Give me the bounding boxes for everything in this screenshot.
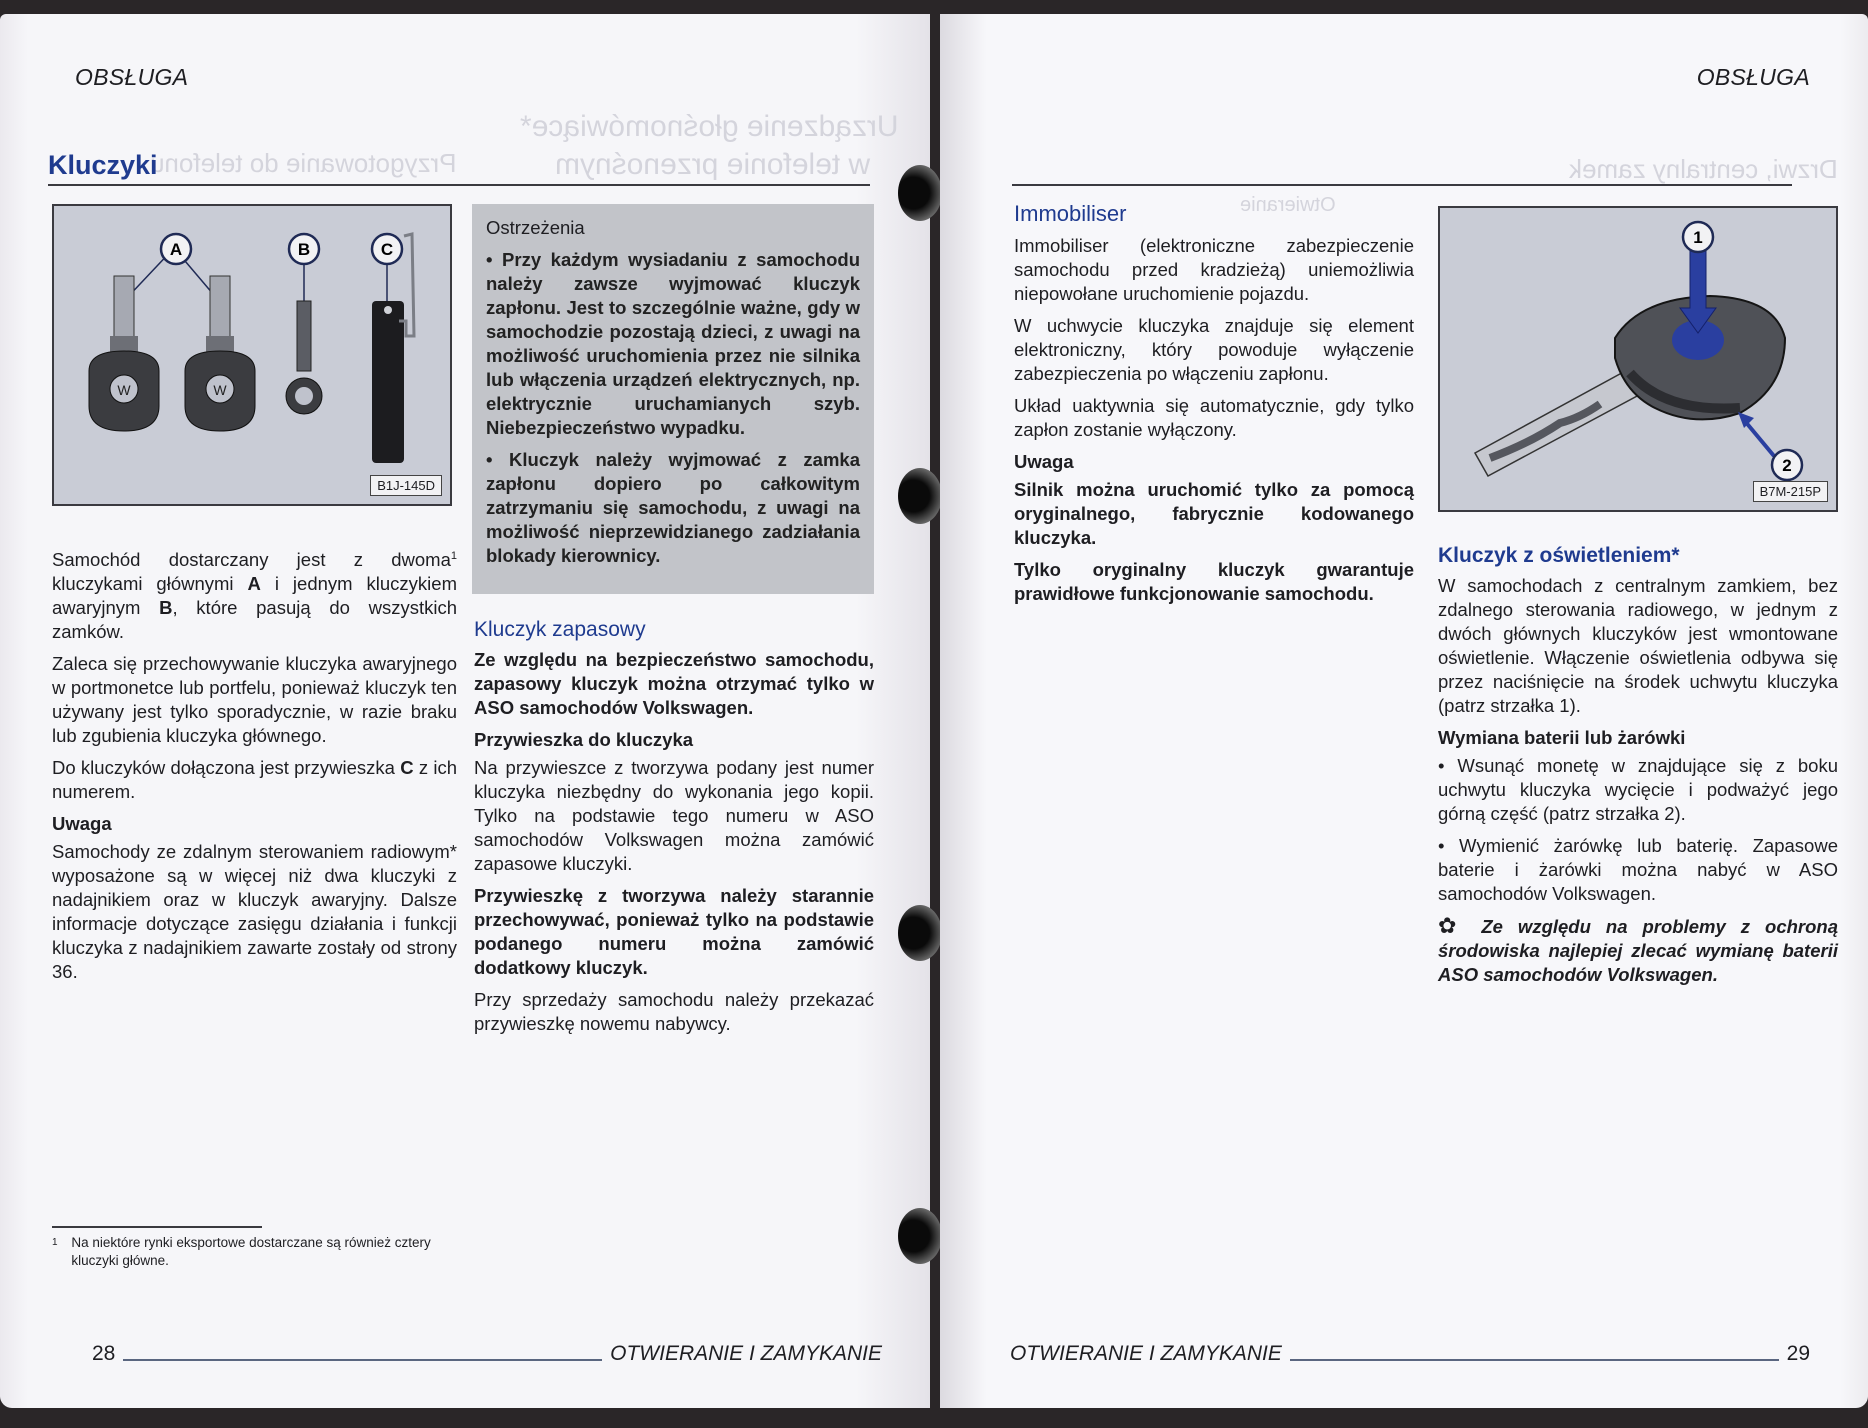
page-footer-right	[1010, 1342, 1810, 1366]
bleed-through-text: Drzwi, centralny zamek	[1569, 154, 1838, 184]
bleed-through-text: Otwieranie	[1240, 194, 1336, 216]
svg-text:W: W	[213, 382, 227, 398]
warning-box	[472, 204, 874, 594]
bleed-through-text: w telefonie przenośnym	[555, 148, 871, 181]
warning-item: • Kluczyk należy wyjmować z zamka zapłonu dopiero po całkowitym zatrzymaniu się samochodu, z uwagi na możliwość nieprzewidzianego zadziałania blokady kierownicy.	[486, 449, 860, 566]
left-page	[0, 14, 930, 1408]
svg-text:1: 1	[1693, 228, 1703, 247]
immobiliser-title: Immobiliser	[1014, 201, 1127, 226]
bleed-through-text: Przygotowanie do telefonu	[150, 148, 457, 178]
section-title-kluczyki: Kluczyki	[48, 150, 158, 180]
spare-key-paragraph: Ze względu na bezpieczeństwo samochodu, zapasowy kluczyk można otrzymać tylko w ASO samochodów Volkswagen.	[474, 649, 874, 718]
lit-key-title: Kluczyk z oświetleniem*	[1438, 544, 1680, 567]
tag-info-paragraph: Na przywieszce z tworzywa podany jest numer kluczyka niezbędny do wykonania jego kopii. Tylko na podstawie tego numeru w ASO samochodów Volkswagen można zamówić zapasowe kluczyki.	[474, 757, 874, 874]
footer-rule	[123, 1359, 602, 1361]
chapter-name: OTWIERANIE I ZAMYKANIE	[1010, 1342, 1282, 1365]
header-rule	[1012, 184, 1792, 186]
spare-key-title: Kluczyk zapasowy	[474, 618, 646, 641]
right-column-text	[474, 618, 874, 1044]
immobiliser-note: Silnik można uruchomić tylko za pomocą oryginalnego, fabrycznie kodowanego kluczyka.	[1014, 479, 1414, 548]
intro-paragraph: Samochód dostarczany jest z dwoma$^1$ kluczykami głównymi A i jednym kluczykiem awaryjnym B, które pasują do wszystkich zamków.	[52, 549, 457, 643]
page-number: 29	[1786, 1342, 1810, 1365]
tag-paragraph: Do kluczyków dołączona jest przywieszka C z ich numerem.	[52, 757, 458, 803]
lit-key-paragraph: W samochodach z centralnym zamkiem, bez zdalnego sterowania radiowego, w jednym z dwóch głównych kluczyków jest wmontowane oświetlenie. Włączenie oświetlenia odbywa się przez naciśnięcie na środek uchwytu kluczyka (patrz strzałka 1).	[1438, 575, 1838, 716]
binder-hole	[898, 165, 942, 221]
immobiliser-paragraph: Układ uaktywnia się automatycznie, gdy tylko zapłon zostanie wyłączony.	[1014, 395, 1414, 440]
warning-item: • Przy każdym wysiadaniu z samochodu należy zawsze wyjmować kluczyk zapłonu. Jest to szczególnie ważne, gdy w samochodzie pozostają dzieci, z uwagi na możliwość uruchomienia przez nie silnika lub włączenia urządzeń elektrycznych, np. elektrycznie uruchamianych szyb. Niebezpieczeństwo wypadku.	[486, 249, 860, 438]
chapter-name: OTWIERANIE I ZAMYKANIE	[610, 1342, 882, 1365]
running-head-left: OBSŁUGA	[75, 64, 189, 90]
note-heading: Uwaga	[52, 813, 112, 835]
warning-title: Ostrzeżenia	[486, 217, 585, 238]
right-page	[940, 14, 1868, 1408]
note-heading: Uwaga	[1014, 451, 1074, 472]
lit-key-figure	[1438, 206, 1838, 512]
environment-icon: ✿	[1438, 913, 1467, 938]
storage-paragraph: Zaleca się przechowywanie kluczyka awaryjnego w portmonetce lub portfelu, ponieważ kluczyk ten używany jest tylko sporadycznie, w razie braku lub zgubienia kluczyka głównego.	[52, 653, 457, 747]
eco-note: ✿ Ze względu na problemy z ochroną środowiska najlepiej zlecać wymianę baterii ASO samochodów Volkswagen.	[1438, 913, 1839, 985]
callout-a-label: A	[169, 240, 183, 259]
footer-rule	[1290, 1359, 1779, 1361]
battery-step: • Wymienić żarówkę lub baterię. Zapasowe baterie i żarówki można nabyć w ASO samochodów Volkswagen.	[1438, 835, 1838, 904]
page-footer-left	[92, 1342, 882, 1366]
svg-text:B: B	[297, 240, 311, 259]
callout-a	[159, 232, 193, 271]
svg-text:C: C	[380, 240, 394, 259]
footnote: $^1$ Na niektóre rynki eksportowe dostarczane są również cztery kluczyki główne.	[52, 1235, 431, 1268]
running-head-right: OBSŁUGA	[1696, 64, 1810, 90]
binder-hole	[898, 1208, 942, 1264]
svg-text:2: 2	[1782, 456, 1792, 475]
callout-1	[1681, 220, 1715, 259]
immobiliser-paragraph: W uchwycie kluczyka znajduje się element elektroniczny, który powoduje wyłączenie zabezpieczenia po włączeniu zapłonu.	[1014, 315, 1414, 384]
immobiliser-paragraph: Immobiliser (elektroniczne zabezpieczenie samochodu przed kradzieżą) uniemożliwia niepowołane uruchomienie pojazdu.	[1014, 235, 1414, 304]
callout-b	[287, 232, 321, 271]
bleed-through-text: Urządzenie głośnomówiące*	[520, 110, 899, 143]
binder-hole	[898, 468, 942, 524]
binder-hole	[898, 905, 942, 961]
immobiliser-section	[1014, 202, 1414, 614]
footnote-rule	[52, 1226, 262, 1228]
page-number: 28	[92, 1342, 116, 1365]
lit-key-section	[1438, 544, 1838, 995]
immobiliser-note: Tylko oryginalny kluczyk gwarantuje prawidłowe funkcjonowanie samochodu.	[1014, 559, 1414, 604]
callout-c	[370, 232, 404, 271]
remote-paragraph: Samochody ze zdalnym sterowaniem radiowym* wyposażone są w więcej niż dwa kluczyki z nadajnikiem oraz w kluczyk awaryjny. Dalsze informacje dotyczące zasięgu działania i funkcji kluczyka z nadajnikiem zawarte zostały od strony 36.	[52, 841, 457, 983]
tag-storage-paragraph: Przywieszkę z tworzywa należy starannie przechowywać, ponieważ tylko na podstawie podanego numeru można zamówić dodatkowy kluczyk.	[474, 885, 874, 978]
battery-step: • Wsunąć monetę w znajdujące się z boku uchwytu kluczyka wycięcie i podważyć jego górną część (patrz strzałka 2).	[1438, 755, 1838, 824]
header-rule	[48, 184, 870, 186]
svg-text:W: W	[117, 382, 131, 398]
tag-heading: Przywieszka do kluczyka	[474, 729, 694, 750]
figure-label: B1J-145D	[370, 475, 442, 496]
left-column-text	[52, 544, 457, 992]
figure-label: B7M-215P	[1753, 481, 1828, 502]
tag-sale-paragraph: Przy sprzedaży samochodu należy przekazać przywieszkę nowemu nabywcy.	[474, 989, 874, 1034]
battery-heading: Wymiana baterii lub żarówki	[1438, 727, 1686, 748]
keys-figure	[52, 204, 452, 506]
